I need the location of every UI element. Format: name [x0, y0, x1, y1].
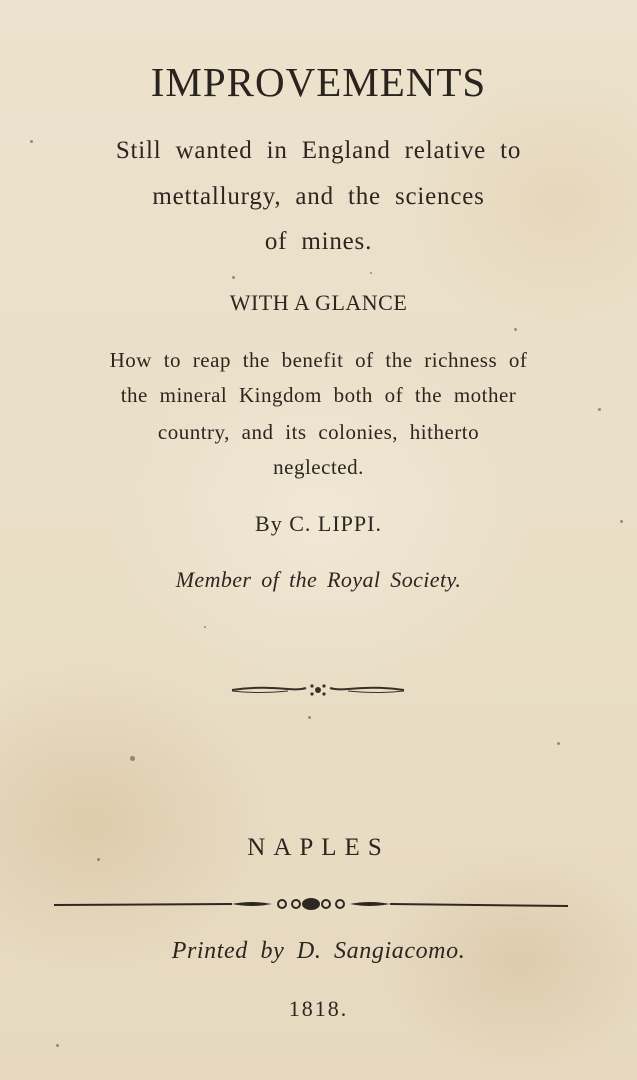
body-line-1: How to reap the benefit of the richness of — [109, 348, 528, 372]
ornamental-rule — [52, 894, 570, 916]
foxing-speck — [557, 742, 560, 745]
body-line-3: country, and its colonies, hitherto — [157, 420, 480, 444]
author-line: By C. LIPPI. — [255, 511, 382, 536]
book-title: IMPROVEMENTS — [150, 59, 487, 105]
foxing-speck — [232, 276, 235, 279]
foxing-speck — [514, 328, 517, 331]
foxing-speck — [308, 716, 311, 719]
foxing-speck — [598, 408, 601, 411]
author-affiliation: Member of the Royal Society. — [175, 567, 462, 592]
foxing-speck — [130, 756, 135, 761]
printer-line: Printed by D. Sangiacomo. — [171, 938, 466, 964]
subtitle-line-3: of mines. — [264, 228, 373, 255]
foxing-speck — [56, 1044, 59, 1047]
subtitle-line-1: Still wanted in England relative to — [115, 137, 522, 164]
publication-year: 1818. — [288, 996, 349, 1021]
glance-heading: WITH A GLANCE — [229, 290, 408, 315]
subtitle-line-2: mettallurgy, and the sciences — [152, 183, 485, 210]
body-line-4: neglected. — [273, 455, 364, 479]
foxing-speck — [204, 626, 206, 628]
publication-place: NAPLES — [247, 834, 390, 861]
body-line-2: the mineral Kingdom both of the mother — [120, 383, 517, 407]
foxing-speck — [30, 140, 33, 143]
foxing-speck — [620, 520, 623, 523]
foxing-speck — [97, 858, 100, 861]
ornament-divider — [228, 680, 408, 700]
foxing-speck — [370, 272, 372, 274]
